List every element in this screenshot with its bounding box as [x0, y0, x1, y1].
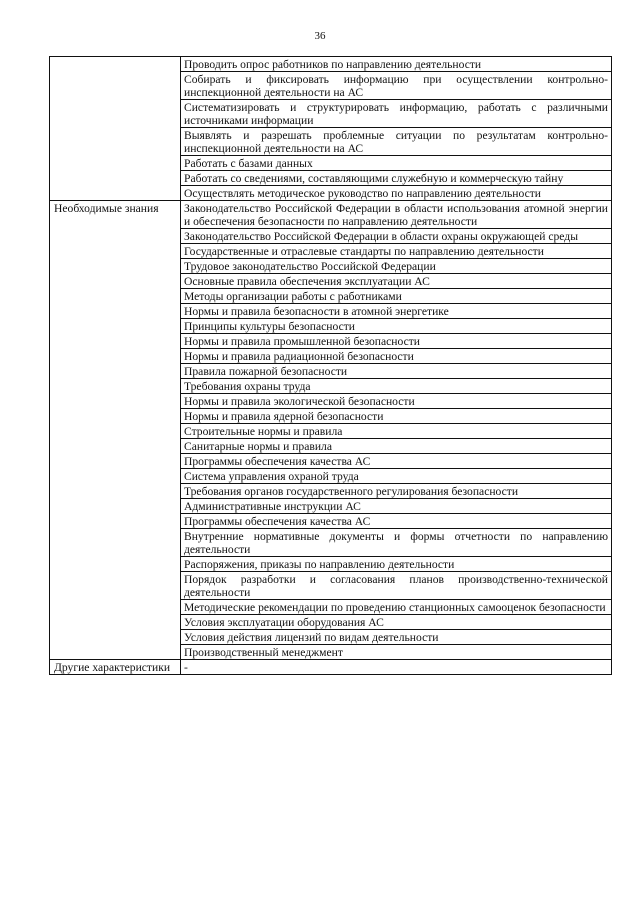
table-cell: Производственный менеджмент [181, 645, 612, 660]
table-cell: Порядок разработки и согласования планов производственно-технической деятельности [181, 572, 612, 600]
table-cell: Санитарные нормы и правила [181, 439, 612, 454]
table-cell: Проводить опрос работников по направлению деятельности [181, 57, 612, 72]
table-cell: Трудовое законодательство Российской Федерации [181, 259, 612, 274]
table-cell: Условия действия лицензий по видам деятельности [181, 630, 612, 645]
table-cell: Строительные нормы и правила [181, 424, 612, 439]
table-row [50, 57, 612, 72]
table-row [50, 660, 612, 675]
table-cell: Систематизировать и структурировать информацию, работать с различными источниками информации [181, 100, 612, 128]
table-cell: Нормы и правила безопасности в атомной энергетике [181, 304, 612, 319]
section-label: Другие характеристики [50, 660, 181, 675]
table-cell: Нормы и правила промышленной безопасности [181, 334, 612, 349]
table-cell: Основные правила обеспечения эксплуатации АС [181, 274, 612, 289]
section-label [50, 57, 181, 201]
table-cell: Работать со сведениями, составляющими служебную и коммерческую тайну [181, 171, 612, 186]
table-cell: Условия эксплуатации оборудования АС [181, 615, 612, 630]
table-cell: Система управления охраной труда [181, 469, 612, 484]
table-cell: Нормы и правила ядерной безопасности [181, 409, 612, 424]
table-cell: Методы организации работы с работниками [181, 289, 612, 304]
table-cell: Внутренние нормативные документы и формы отчетности по направлению деятельности [181, 529, 612, 557]
table-cell: Программы обеспечения качества АС [181, 514, 612, 529]
table-cell: Нормы и правила экологической безопасности [181, 394, 612, 409]
table-cell: Нормы и правила радиационной безопасности [181, 349, 612, 364]
table-cell: Принципы культуры безопасности [181, 319, 612, 334]
table-cell: Программы обеспечения качества АС [181, 454, 612, 469]
page-number: 36 [314, 30, 326, 42]
requirements-table [49, 56, 612, 675]
table-row [50, 201, 612, 229]
table-cell: Законодательство Российской Федерации в области использования атомной энергии и обеспечения безопасности по направлению деятельности [181, 201, 612, 229]
table-cell: Административные инструкции АС [181, 499, 612, 514]
table-cell: Требования охраны труда [181, 379, 612, 394]
table-cell: Методические рекомендации по проведению станционных самооценок безопасности [181, 600, 612, 615]
table-cell: Выявлять и разрешать проблемные ситуации по результатам контрольно-инспекционной деятельности на АС [181, 128, 612, 156]
table-cell: Собирать и фиксировать информацию при осуществлении контрольно-инспекционной деятельности на АС [181, 72, 612, 100]
section-label: Необходимые знания [50, 201, 181, 660]
table-cell: Распоряжения, приказы по направлению деятельности [181, 557, 612, 572]
table-cell: Требования органов государственного регулирования безопасности [181, 484, 612, 499]
requirements-table-body [50, 57, 612, 675]
table-cell: Работать с базами данных [181, 156, 612, 171]
table-cell: Законодательство Российской Федерации в области охраны окружающей среды [181, 229, 612, 244]
table-cell: Правила пожарной безопасности [181, 364, 612, 379]
table-cell: Государственные и отраслевые стандарты по направлению деятельности [181, 244, 612, 259]
table-cell: - [181, 660, 612, 675]
table-cell: Осуществлять методическое руководство по направлению деятельности [181, 186, 612, 201]
